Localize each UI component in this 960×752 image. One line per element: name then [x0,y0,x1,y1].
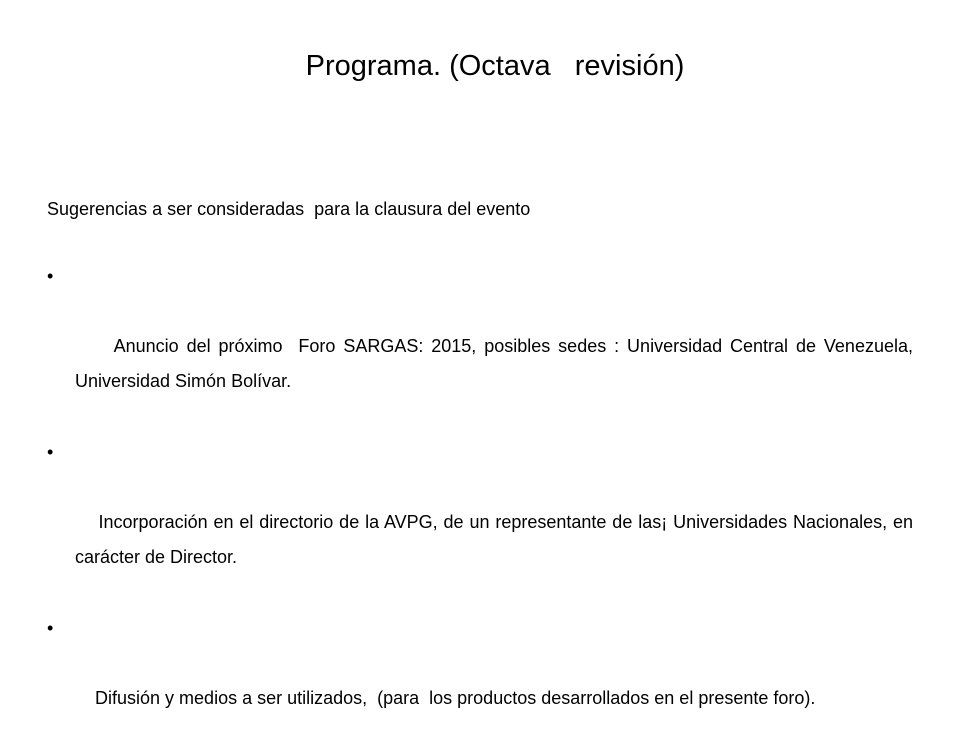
bullet-text: Difusión y medios a ser utilizados, (para los productos desarrollados en el presente foro). [95,688,816,708]
bullet-text: Anuncio del próximo Foro SARGAS: 2015, posibles sedes : Universidad Central de Venezuela, Universidad Simón Bolívar. [75,336,919,391]
bullet-list [47,259,919,752]
bullet-item-directory [47,435,919,610]
intro-text: Sugerencias a ser consideradas para la clausura del evento [47,199,531,219]
bullet-dot-icon: • [47,266,54,286]
bullet-dot-icon: • [47,442,54,462]
bullet-item-diffusion [47,611,913,751]
bullet-text: Incorporación en el directorio de la AVPG, de un representante de las¡ Universidades Nacionales, en carácter de Director. [75,512,919,567]
bullet-item-announcement [47,259,919,434]
slide-title: Programa. (Octava revisión) [305,50,685,82]
bullet-dot-icon: • [47,618,54,638]
